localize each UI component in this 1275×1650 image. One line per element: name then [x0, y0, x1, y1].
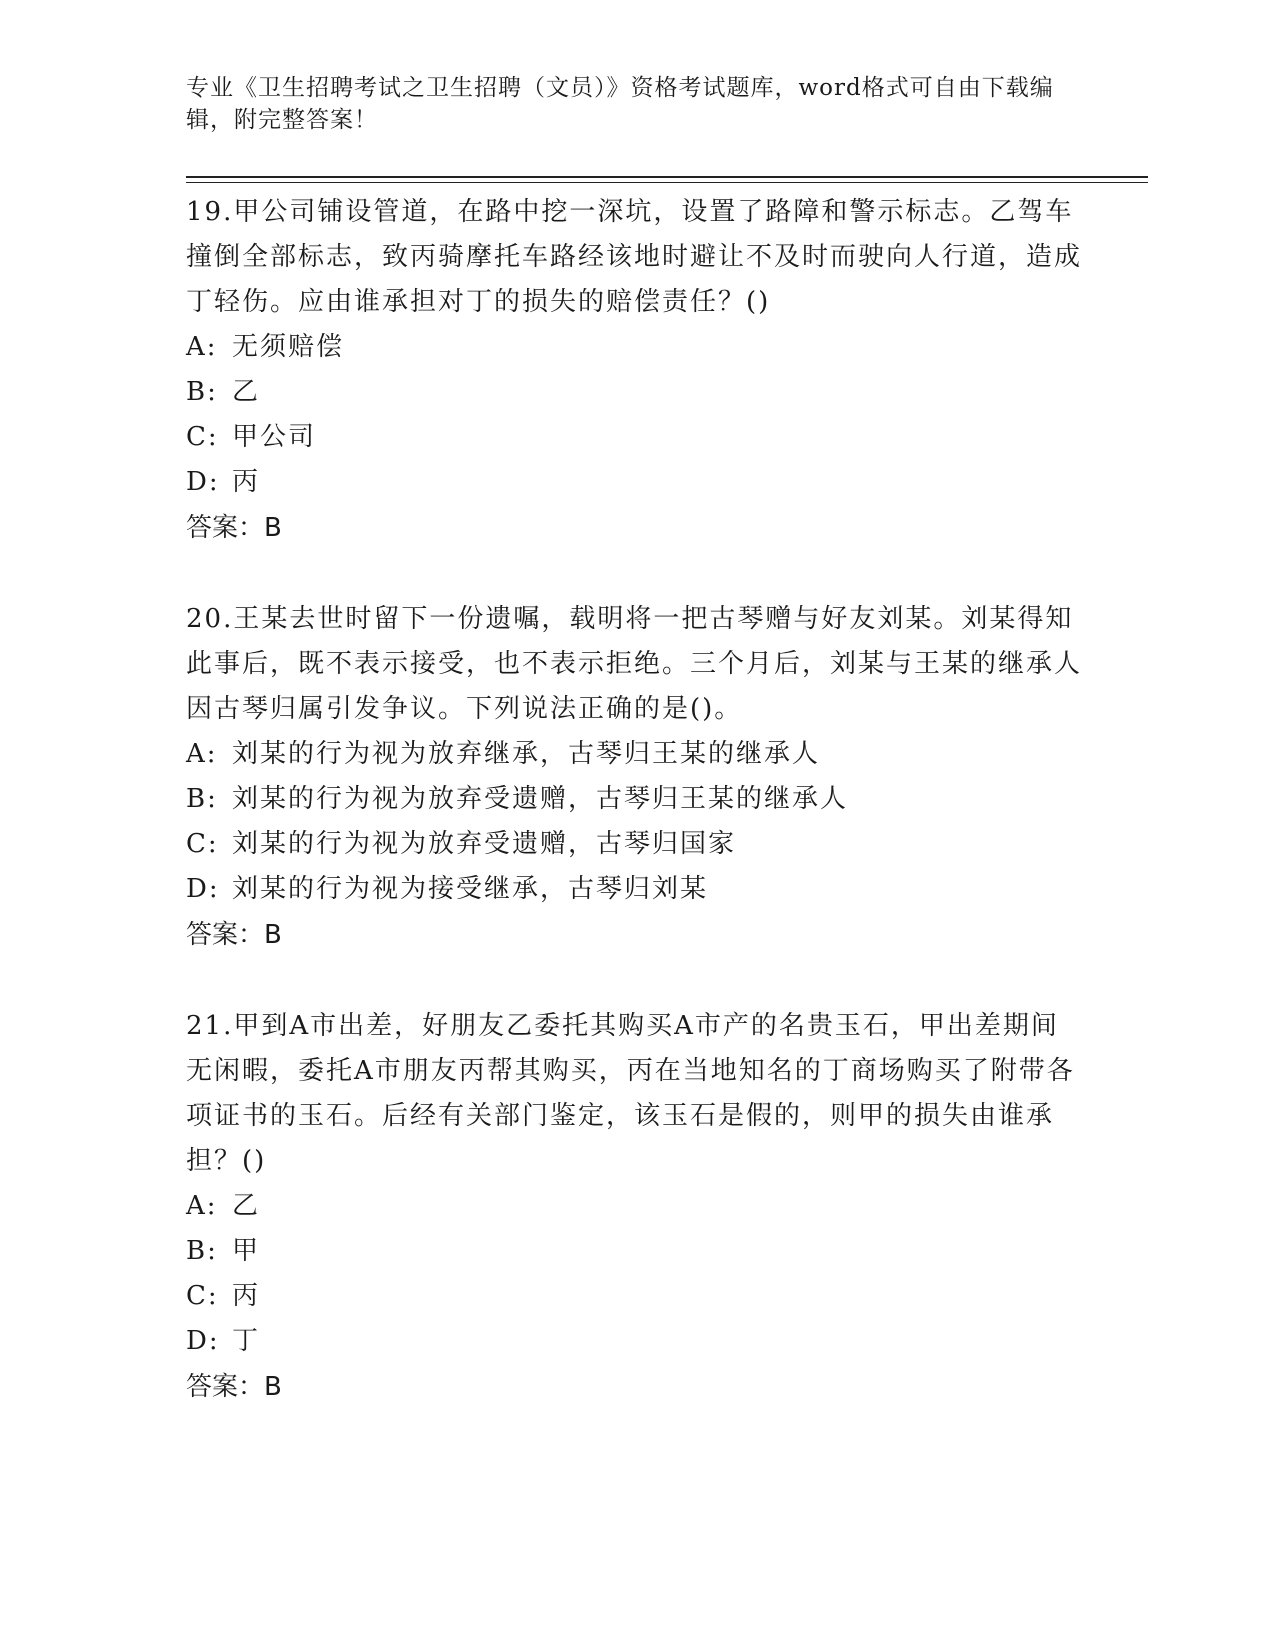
option-letter: C: [186, 422, 219, 452]
option-a [186, 1184, 1086, 1229]
option-text: 甲公司 [232, 422, 317, 452]
option-c [186, 1274, 1086, 1319]
header-divider-thin [186, 182, 1148, 183]
option-b [186, 777, 1086, 822]
option-text: 乙 [232, 377, 261, 407]
option-text: 无须赔偿 [232, 332, 345, 362]
option-letter: B: [186, 377, 218, 407]
question-stem: 21.甲到A市出差，好朋友乙委托其购买A市产的名贵玉石，甲出差期间无闲暇，委托A市朋友丙帮其购买，丙在当地知名的丁商场购买了附带各项证书的玉石。后经有关部门鉴定，该玉石是假的，则甲的损失由谁承担？() [186, 1011, 1075, 1176]
question-20 [186, 597, 1086, 958]
option-text: 甲 [232, 1236, 261, 1266]
header-divider-thick [186, 176, 1148, 178]
option-letter: A: [186, 739, 218, 769]
option-b [186, 1229, 1086, 1274]
option-letter: D: [186, 874, 220, 904]
option-c [186, 415, 1086, 460]
option-text: 丙 [232, 467, 261, 497]
option-d [186, 867, 1086, 912]
answer-line: 答案：B [186, 513, 282, 543]
option-letter: A: [186, 1191, 218, 1221]
option-text: 刘某的行为视为放弃继承，古琴归王某的继承人 [232, 739, 821, 769]
option-d [186, 1319, 1086, 1364]
option-letter: C: [186, 829, 219, 859]
option-letter: D: [186, 467, 220, 497]
option-letter: B: [186, 784, 218, 814]
question-19 [186, 190, 1086, 551]
option-letter: A: [186, 332, 218, 362]
question-21 [186, 1004, 1086, 1410]
option-d [186, 460, 1086, 505]
document-header: 专业《卫生招聘考试之卫生招聘（文员）》资格考试题库，word格式可自由下载编辑，附完整答案！ [186, 75, 1054, 133]
option-text: 刘某的行为视为放弃受遗赠，古琴归王某的继承人 [232, 784, 849, 814]
option-text: 乙 [232, 1191, 261, 1221]
option-letter: D: [186, 1326, 220, 1356]
option-c [186, 822, 1086, 867]
option-a [186, 732, 1086, 777]
answer-line: 答案：B [186, 920, 282, 950]
question-stem: 19.甲公司铺设管道，在路中挖一深坑，设置了路障和警示标志。乙驾车撞倒全部标志，致丙骑摩托车路经该地时避让不及时而驶向人行道，造成丁轻伤。应由谁承担对丁的损失的赔偿责任？() [186, 197, 1083, 317]
option-text: 丁 [232, 1326, 261, 1356]
option-b [186, 370, 1086, 415]
option-letter: B: [186, 1236, 218, 1266]
question-list [186, 190, 1086, 1456]
option-letter: C: [186, 1281, 219, 1311]
option-text: 刘某的行为视为放弃受遗赠，古琴归国家 [232, 829, 737, 859]
option-a [186, 325, 1086, 370]
option-text: 丙 [232, 1281, 261, 1311]
option-text: 刘某的行为视为接受继承，古琴归刘某 [232, 874, 709, 904]
question-stem: 20.王某去世时留下一份遗嘱，载明将一把古琴赠与好友刘某。刘某得知此事后，既不表示接受，也不表示拒绝。三个月后，刘某与王某的继承人因古琴归属引发争议。下列说法正确的是()。 [186, 604, 1083, 724]
answer-line: 答案：B [186, 1372, 282, 1402]
